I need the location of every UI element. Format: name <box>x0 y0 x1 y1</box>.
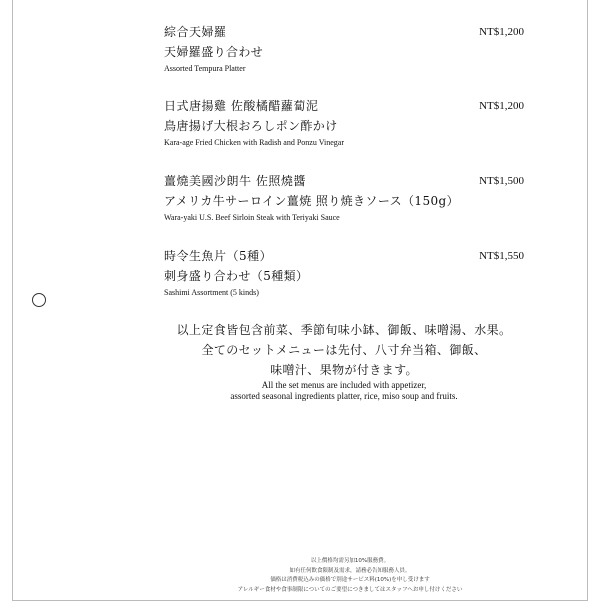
item-name-ja: アメリカ牛サーロイン薑焼 照り焼きソース（150g） <box>164 194 460 208</box>
menu-page-border <box>12 0 588 601</box>
item-name-zh: 薑燒美國沙朗牛 佐照燒醬 <box>164 174 306 188</box>
item-name-zh: 日式唐揚雞 佐酸橘醋蘿蔔泥 <box>164 99 319 113</box>
item-name-en: Assorted Tempura Platter <box>164 64 246 73</box>
footer-line-allergy: アレルギー食材や食事制限についてのご要望につきましてはスタッフへお申し付けください <box>237 586 463 593</box>
menu-item-sashimi <box>164 246 524 300</box>
footer-notes <box>170 557 530 595</box>
item-price: NT$1,200 <box>479 26 524 38</box>
note-en-line1: All the set menus are included with appetizer, <box>261 380 427 390</box>
item-price: NT$1,550 <box>479 250 524 262</box>
note-zh: 以上定食皆包含前菜、季節旬味小缽、御飯、味噌湯、水果。 <box>176 323 512 337</box>
note-en-line2: assorted seasonal ingredients platter, rice, miso soup and fruits. <box>230 391 458 401</box>
menu-item-sirloin <box>164 171 524 225</box>
note-ja-line2: 味噌汁、果物が付きます。 <box>270 363 418 377</box>
item-name-en: Kara-age Fried Chicken with Radish and Ponzu Vinegar <box>164 138 344 147</box>
footer-line-dietary: 如有任何飲食限制及需求，請務必告知服務人員。 <box>289 567 411 574</box>
item-name-zh: 綜合天婦羅 <box>164 25 227 39</box>
item-name-zh: 時令生魚片（5種） <box>164 249 273 263</box>
menu-item-tempura <box>164 22 524 76</box>
set-menu-notes <box>164 320 524 402</box>
item-price: NT$1,200 <box>479 100 524 112</box>
item-name-en: Sashimi Assortment (5 kinds) <box>164 288 259 297</box>
menu-item-karaage <box>164 96 524 150</box>
item-name-ja: 鳥唐揚げ大根おろしポン酢かけ <box>164 119 338 133</box>
item-name-ja: 天婦羅盛り合わせ <box>164 45 264 59</box>
binder-hole-icon <box>32 293 46 307</box>
note-ja-line1: 全てのセットメニューは先付、八寸弁当箱、御飯、 <box>201 343 487 357</box>
item-name-en: Wara-yaki U.S. Beef Sirloin Steak with Teriyaki Sauce <box>164 213 340 222</box>
item-price: NT$1,500 <box>479 175 524 187</box>
item-name-ja: 刺身盛り合わせ（5種類） <box>164 269 309 283</box>
footer-line-tax: 価格は消費税込みの価格で別途サービス料(10%)を申し受けます <box>270 577 430 583</box>
footer-line-service-charge: 以上價格均需另加10%服務費。 <box>310 558 390 564</box>
